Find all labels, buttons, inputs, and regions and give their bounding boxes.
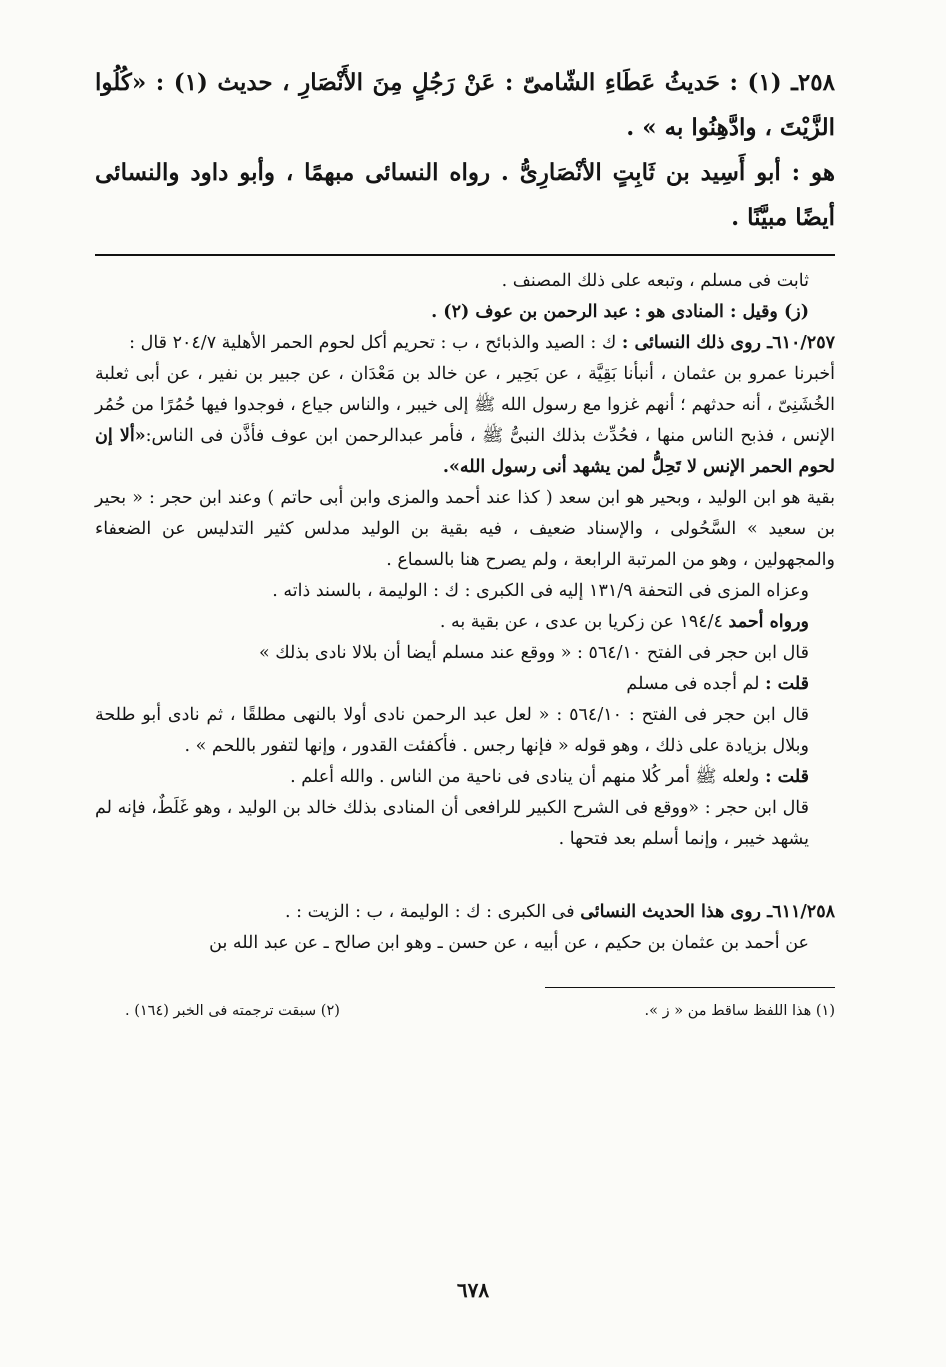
commentary-line-6: وعزاه المزى فى التحفة ١٣١/٩ إليه فى الكبرى : ك : الوليمة ، بالسند ذاته . <box>272 581 809 601</box>
section-divider <box>95 254 835 256</box>
source-reference: ك : الصيد والذبائح ، ب : تحريم أكل لحوم الحمر الأهلية ٢٠٤/٧ قال : <box>129 333 617 353</box>
commentary-isnad <box>95 359 835 483</box>
hadith-quote: «ألا إن لحوم الحمر الإنس لا تَحِلُّ لمن يشهد أنى رسول الله». <box>95 426 835 477</box>
page-number: ٦٧٨ <box>456 1278 490 1302</box>
commentary-line-5: بقية هو ابن الوليد ، وبحير هو ابن سعد ( كذا عند أحمد والمزى وابن أبى حاتم ) وعند ابن حجر : « بحير بن سعيد » السَّحُولى ، والإسناد ضعيف ، فيه بقية بن الوليد مدلس كثير التدليس عن الضعفاء والمجهولين ، وهو من المرتبة الرابعة ، ولم يصرح هنا بالسماع . <box>95 488 835 570</box>
qultu-text-2: ولعله ﷺ أمر كُلا منهم أن ينادى فى ناحية من الناس . والله أعلم . <box>290 767 760 787</box>
footnote-2: (٢) سبقت ترجمته فى الخبر (١٦٤) . <box>125 1003 340 1019</box>
commentary-line-9 <box>95 669 835 700</box>
hadith-number-heading: ٦١٠/٢٥٧ـ روى ذلك النسائى : <box>621 333 835 353</box>
commentary-line-1: ثابت فى مسلم ، وتبعه على ذلك المصنف . <box>501 271 809 291</box>
commentary-line-11 <box>95 762 835 793</box>
source-reference-2: فى الكبرى : ك : الوليمة ، ب : الزيت : . <box>285 902 575 922</box>
qultu-text: لم أجده فى مسلم <box>626 674 760 694</box>
commentary-line-7 <box>95 607 835 638</box>
commentary-line-10: قال ابن حجر فى الفتح : ٥٦٤/١٠ : « لعل عبد الرحمن نادى أولا بالنهى مطلقًا ، ثم نادى أبو طلحة وبلال بزيادة على ذلك ، وهو قوله « فإنها رجس . فأكفئت القدور ، وإنها لتفور باللحم » . <box>95 705 810 756</box>
commentary-line-12: قال ابن حجر : «ووقع فى الشرح الكبير للرافعى أن المنادى بذلك خالد بن الوليد ، وهو غَلَطٌ، فإنه لم يشهد خيبر ، وإنما أسلم بعد فتحها . <box>95 798 809 849</box>
commentary-line-13 <box>95 897 835 928</box>
commentary-line-14: عن أحمد بن عثمان بن حكيم ، عن أبيه ، عن حسن ـ وهو ابن صالح ـ عن عبد الله بن <box>209 933 809 953</box>
main-explanation-paragraph: هو : أبو أَسِيد بن ثَابِتٍ الأنْصَارِىُّ . رواه النسائى مبهمًا ، وأبو داود والنسائى أيضًا مبيَّنًا . <box>95 159 835 231</box>
qultu-label-2: قلت : <box>765 767 809 787</box>
commentary-line-2: (ز) وقيل : المنادى هو : عبد الرحمن بن عوف (٢) . <box>431 302 809 322</box>
isnad-text: أخبرنا عمرو بن عثمان ، أنبأنا بَقِيَّة ، عن بَحِير ، عن خالد بن مَعْدَان ، عن جبير بن نفير ، عن أبى ثعلبة الخُشَنِىّ ، أنه حدثهم ؛ أنهم غزوا مع رسول الله ﷺ إلى خيبر ، والناس جياع ، فوجدوا فيها حُمُرًا من حُمُر الإنس ، فذبح الناس منها ، فحُدِّث بذلك النبىُّ ﷺ ، فأمر عبدالرحمن ابن عوف فأذَّن فى الناس: <box>95 364 835 446</box>
qultu-label: قلت : <box>765 674 809 694</box>
paragraph-spacer <box>95 855 835 897</box>
footnote-divider <box>545 987 835 988</box>
commentary-line-3 <box>95 328 835 359</box>
ahmad-reference: ١٩٤/٤ عن زكريا بن عدى ، عن بقية به . <box>439 612 723 632</box>
footnote-1: (١) هذا اللفظ ساقط من « ز ». <box>644 1003 835 1019</box>
ahmad-label: ورواه أحمد <box>728 612 809 632</box>
main-hadith-paragraph: ٢٥٨ـ (١) : حَديثُ عَطَاءِ الشّامىّ : عَنْ رَجُلٍ مِنَ الأَنْصَارِ ، حديث (١) : «كُلُوا الزَّيْتَ ، وادَّهِنُوا به » . <box>95 69 835 141</box>
commentary-line-8: قال ابن حجر فى الفتح ٥٦٤/١٠ : « ووقع عند مسلم أيضا أن بلالا نادى بذلك » <box>258 643 809 663</box>
page-body <box>95 60 835 1024</box>
hadith-number-heading-2: ٦١١/٢٥٨ـ روى هذا الحديث النسائى <box>580 902 835 922</box>
footnotes <box>95 998 835 1024</box>
